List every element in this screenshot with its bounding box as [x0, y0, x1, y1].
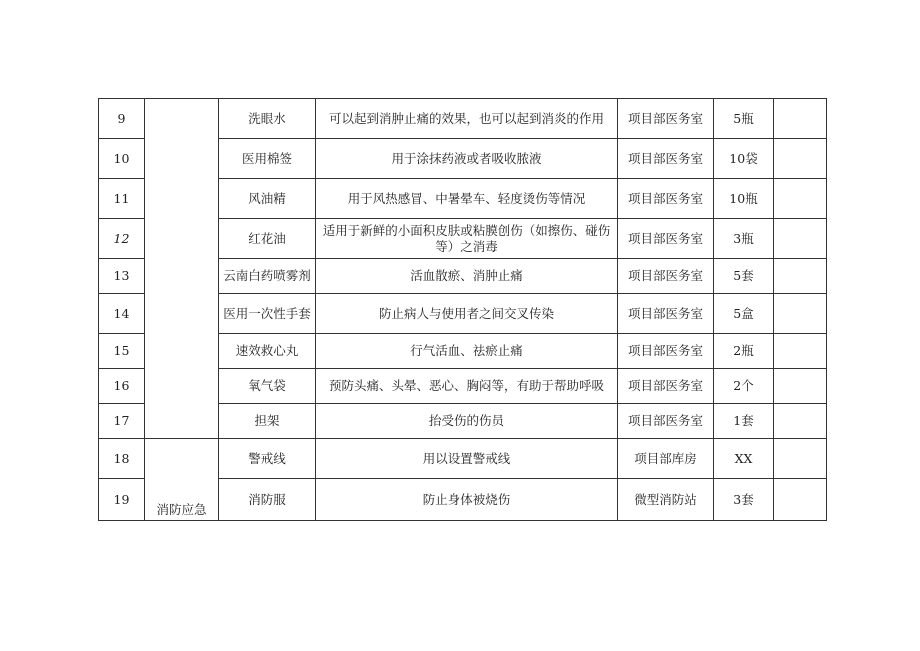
row-number: 10	[99, 139, 145, 179]
item-name: 担架	[219, 404, 316, 439]
item-note	[774, 334, 827, 369]
item-use: 防止身体被烧伤	[316, 479, 618, 521]
item-name: 云南白药喷雾剂	[219, 259, 316, 294]
item-qty: 2个	[714, 369, 774, 404]
row-number: 15	[99, 334, 145, 369]
item-note	[774, 99, 827, 139]
item-note	[774, 259, 827, 294]
item-qty: 3套	[714, 479, 774, 521]
item-qty: 5盒	[714, 294, 774, 334]
item-note	[774, 294, 827, 334]
item-use: 用以设置警戒线	[316, 439, 618, 479]
row-number: 18	[99, 439, 145, 479]
item-qty: XX	[714, 439, 774, 479]
item-location: 微型消防站	[618, 479, 714, 521]
item-name: 氧气袋	[219, 369, 316, 404]
row-number: 9	[99, 99, 145, 139]
item-location: 项目部医务室	[618, 179, 714, 219]
item-use: 适用于新鲜的小面积皮肤或粘膜创伤（如擦伤、碰伤等）之消毒	[316, 219, 618, 259]
row-number: 14	[99, 294, 145, 334]
item-location: 项目部医务室	[618, 369, 714, 404]
item-note	[774, 404, 827, 439]
item-note	[774, 139, 827, 179]
item-use: 行气活血、祛瘀止痛	[316, 334, 618, 369]
item-qty: 2瓶	[714, 334, 774, 369]
row-number: 16	[99, 369, 145, 404]
item-qty: 5瓶	[714, 99, 774, 139]
item-qty: 10瓶	[714, 179, 774, 219]
item-name: 速效救心丸	[219, 334, 316, 369]
item-qty: 3瓶	[714, 219, 774, 259]
item-location: 项目部医务室	[618, 259, 714, 294]
item-use: 防止病人与使用者之间交叉传染	[316, 294, 618, 334]
supplies-table	[98, 98, 827, 521]
item-location: 项目部库房	[618, 439, 714, 479]
item-location: 项目部医务室	[618, 294, 714, 334]
row-number: 13	[99, 259, 145, 294]
row-number: 19	[99, 479, 145, 521]
row-number: 11	[99, 179, 145, 219]
item-use: 用于涂抹药液或者吸收脓液	[316, 139, 618, 179]
item-note	[774, 179, 827, 219]
item-note	[774, 439, 827, 479]
row-number: 17	[99, 404, 145, 439]
table-row	[99, 99, 827, 139]
item-use: 用于风热感冒、中暑晕车、轻度烫伤等情况	[316, 179, 618, 219]
table-row	[99, 439, 827, 479]
item-use: 预防头痛、头晕、恶心、胸闷等，有助于帮助呼吸	[316, 369, 618, 404]
item-note	[774, 479, 827, 521]
item-qty: 1套	[714, 404, 774, 439]
item-qty: 5套	[714, 259, 774, 294]
item-note	[774, 219, 827, 259]
item-name: 风油精	[219, 179, 316, 219]
item-use: 可以起到消肿止痛的效果，也可以起到消炎的作用	[316, 99, 618, 139]
item-location: 项目部医务室	[618, 219, 714, 259]
row-number: 12	[99, 219, 145, 259]
item-location: 项目部医务室	[618, 404, 714, 439]
category-cell-fire: 消防应急	[145, 439, 219, 521]
item-location: 项目部医务室	[618, 334, 714, 369]
item-name: 消防服	[219, 479, 316, 521]
item-use: 活血散瘀、消肿止痛	[316, 259, 618, 294]
item-qty: 10袋	[714, 139, 774, 179]
item-name: 医用一次性手套	[219, 294, 316, 334]
item-location: 项目部医务室	[618, 139, 714, 179]
item-name: 洗眼水	[219, 99, 316, 139]
item-use: 抬受伤的伤员	[316, 404, 618, 439]
item-name: 医用棉签	[219, 139, 316, 179]
item-name: 红花油	[219, 219, 316, 259]
item-name: 警戒线	[219, 439, 316, 479]
category-cell-medical	[145, 99, 219, 439]
item-location: 项目部医务室	[618, 99, 714, 139]
item-note	[774, 369, 827, 404]
